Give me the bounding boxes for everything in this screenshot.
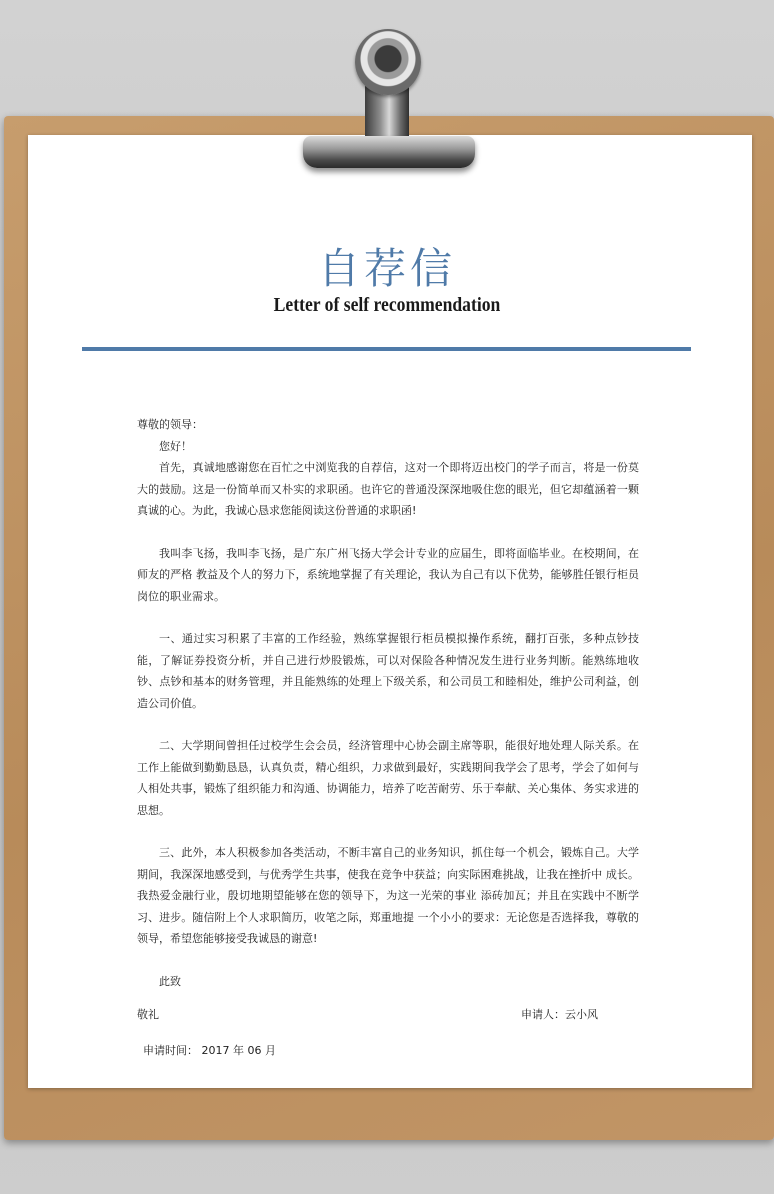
greeting: 您好！ [159,439,192,453]
signature-row [137,1004,639,1026]
paragraph-point-2: 二、大学期间曾担任过校学生会会员，经济管理中心协会副主席等职，能很好地处理人际关系。在工作上能做到勤勤恳恳，认真负责，精心组织，力求做到最好，实践期间我学会了思考，学会了如何与人相处共事，锻炼了组织能力和沟通、协调能力，培养了吃苦耐劳、乐于奉献、关心集体、务实求进的思想。 [137,739,639,817]
title-divider [82,347,691,351]
closing-greeting: 此致 [159,974,181,988]
binder-clip-icon [303,136,475,168]
title-chinese: 自荐信 [317,244,456,293]
clip-ring-icon [355,29,421,95]
letter-body [137,414,639,1061]
paragraph-self-intro: 我叫李飞扬，我叫李飞扬，是广东广州飞扬大学会计专业的应届生，即将面临毕业。在校期间，在师友的严格 教益及个人的努力下，系统地掌握了有关理论，我认为自己有以下优势，能够胜任银行柜员岗位的职业需求。 [137,546,639,603]
application-date: 申请时间： 2017 年 06 月 [143,1043,276,1057]
closing-salute: 敬礼 [137,1008,159,1021]
salutation: 尊敬的领导： [137,418,203,431]
paragraph-point-1: 一、通过实习积累了丰富的工作经验，熟练掌握银行柜员模拟操作系统，翻打百张，多种点钞技能，了解证券投资分析，并自己进行炒股锻炼，可以对保险各种情况发生进行业务判断。能熟练地收钞、点钞和基本的财务管理，并且能熟练的处理上下级关系，和公司员工和睦相处，维护公司利益，创造公司价值。 [137,632,639,710]
title-english: Letter of self recommendation [273,294,501,316]
applicant-name: 申请人：云小风 [521,1008,598,1021]
paragraph-intro: 首先，真诚地感谢您在百忙之中浏览我的自荐信，这对一个即将迈出校门的学子而言，将是一份莫大的鼓励。这是一份简单而又朴实的求职函。也许它的普通没深深地吸住您的眼光，但它却蕴涵着一颗真诚的心。为此，我诚心恳求您能阅读这份普通的求职函! [137,461,639,517]
paragraph-point-3: 三、此外，本人积极参加各类活动，不断丰富自己的业务知识，抓住每一个机会，锻炼自己。大学期间，我深深地感受到，与优秀学生共事，使我在竞争中获益；向实际困难挑战，让我在挫折中 成长。我热爱金融行业，殷切地期望能够在您的领导下，为这一光荣的事业 添砖加瓦；并且在实践中不断学习、进步。随信附上个人求职简历，收笔之际，郑重地提 一个小小的要求：无论您是否选择我，尊敬的领导，希望您能够接受我诚恳的谢意! [137,846,639,945]
